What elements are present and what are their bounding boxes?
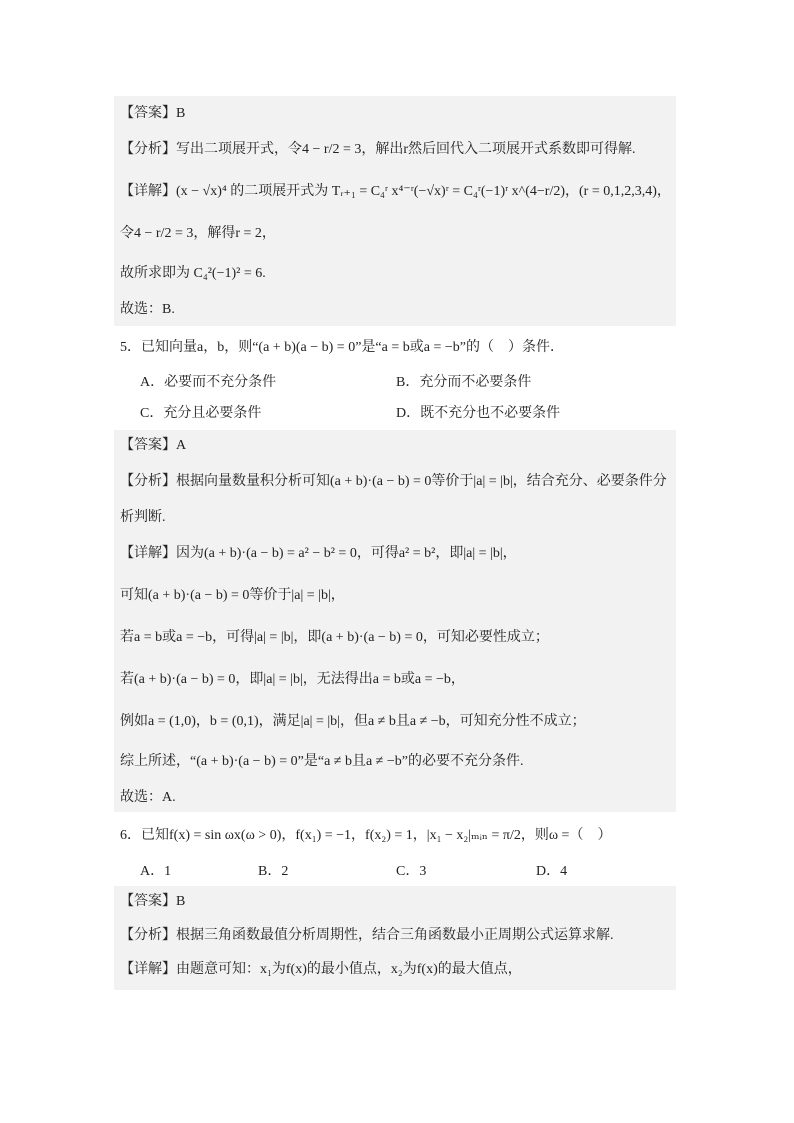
- answer-label: 【答案】B: [120, 106, 186, 121]
- answer-label: 【答案】B: [120, 894, 186, 909]
- analysis-text: 【分析】写出二项展开式，令4 − r/2 = 3，解出r然后回代入二项展开式系数即可得解.: [120, 142, 636, 157]
- question-stem: 6．已知f(x) = sin ωx(ω > 0)，f(x₁) = −1，f(x₂) = 1，|x₁ − x₂|ₘᵢₙ = π/2，则ω =（ ）: [120, 828, 612, 843]
- option-a: A．1: [140, 864, 172, 879]
- option-b: B．2: [258, 864, 289, 879]
- choice-text: 故选：B.: [120, 302, 175, 317]
- detail-text: 令4 − r/2 = 3，解得r = 2，: [120, 226, 276, 241]
- choice-text: 故选：A.: [120, 790, 176, 805]
- detail-text: 【详解】由题意可知：x₁为f(x)的最小值点，x₂为f(x)的最大值点，: [120, 962, 522, 977]
- analysis-text: 【分析】根据向量数量积分析可知(a + b)·(a − b) = 0等价于|a| = |b|，结合充分、必要条件分: [120, 474, 667, 489]
- solution-block-1: [114, 96, 676, 326]
- detail-text: 故所求即为 C₄²(−1)² = 6.: [120, 266, 266, 281]
- detail-text: 若(a + b)·(a − b) = 0，即|a| = |b|，无法得出a = b或a = −b，: [120, 672, 465, 687]
- analysis-text: 【分析】根据三角函数最值分析周期性，结合三角函数最小正周期公式运算求解.: [120, 928, 614, 943]
- option-d: D．既不充分也不必要条件: [396, 406, 561, 421]
- option-b: B．充分而不必要条件: [396, 375, 532, 390]
- detail-text: 【详解】(x − √x)⁴ 的二项展开式为 Tᵣ₊₁ = C₄ʳ x⁴⁻ʳ(−√x)ʳ = C₄ʳ(−1)ʳ x^(4−r/2)，(r = 0,1,2,3,4)，: [120, 184, 671, 199]
- detail-text: 【详解】因为(a + b)·(a − b) = a² − b² = 0，可得a² = b²，即|a| = |b|，: [120, 546, 517, 561]
- option-a: A．必要而不充分条件: [140, 375, 277, 390]
- option-c: C．充分且必要条件: [140, 406, 262, 421]
- detail-text: 例如a = (1,0)，b = (0,1)，满足|a| = |b|，但a ≠ b且a ≠ −b，可知充分性不成立；: [120, 714, 586, 729]
- detail-text: 综上所述，“(a + b)·(a − b) = 0”是“a ≠ b且a ≠ −b”的必要不充分条件.: [120, 754, 524, 769]
- analysis-text: 析判断.: [120, 510, 166, 525]
- option-d: D．4: [536, 864, 568, 879]
- question-stem: 5．已知向量a，b，则“(a + b)(a − b) = 0”是“a = b或a = −b”的（ ）条件．: [120, 340, 564, 355]
- option-c: C．3: [396, 864, 427, 879]
- detail-text: 可知(a + b)·(a − b) = 0等价于|a| = |b|，: [120, 588, 345, 603]
- answer-label: 【答案】A: [120, 438, 187, 453]
- detail-text: 若a = b或a = −b，可得|a| = |b|，即(a + b)·(a − b) = 0，可知必要性成立；: [120, 630, 549, 645]
